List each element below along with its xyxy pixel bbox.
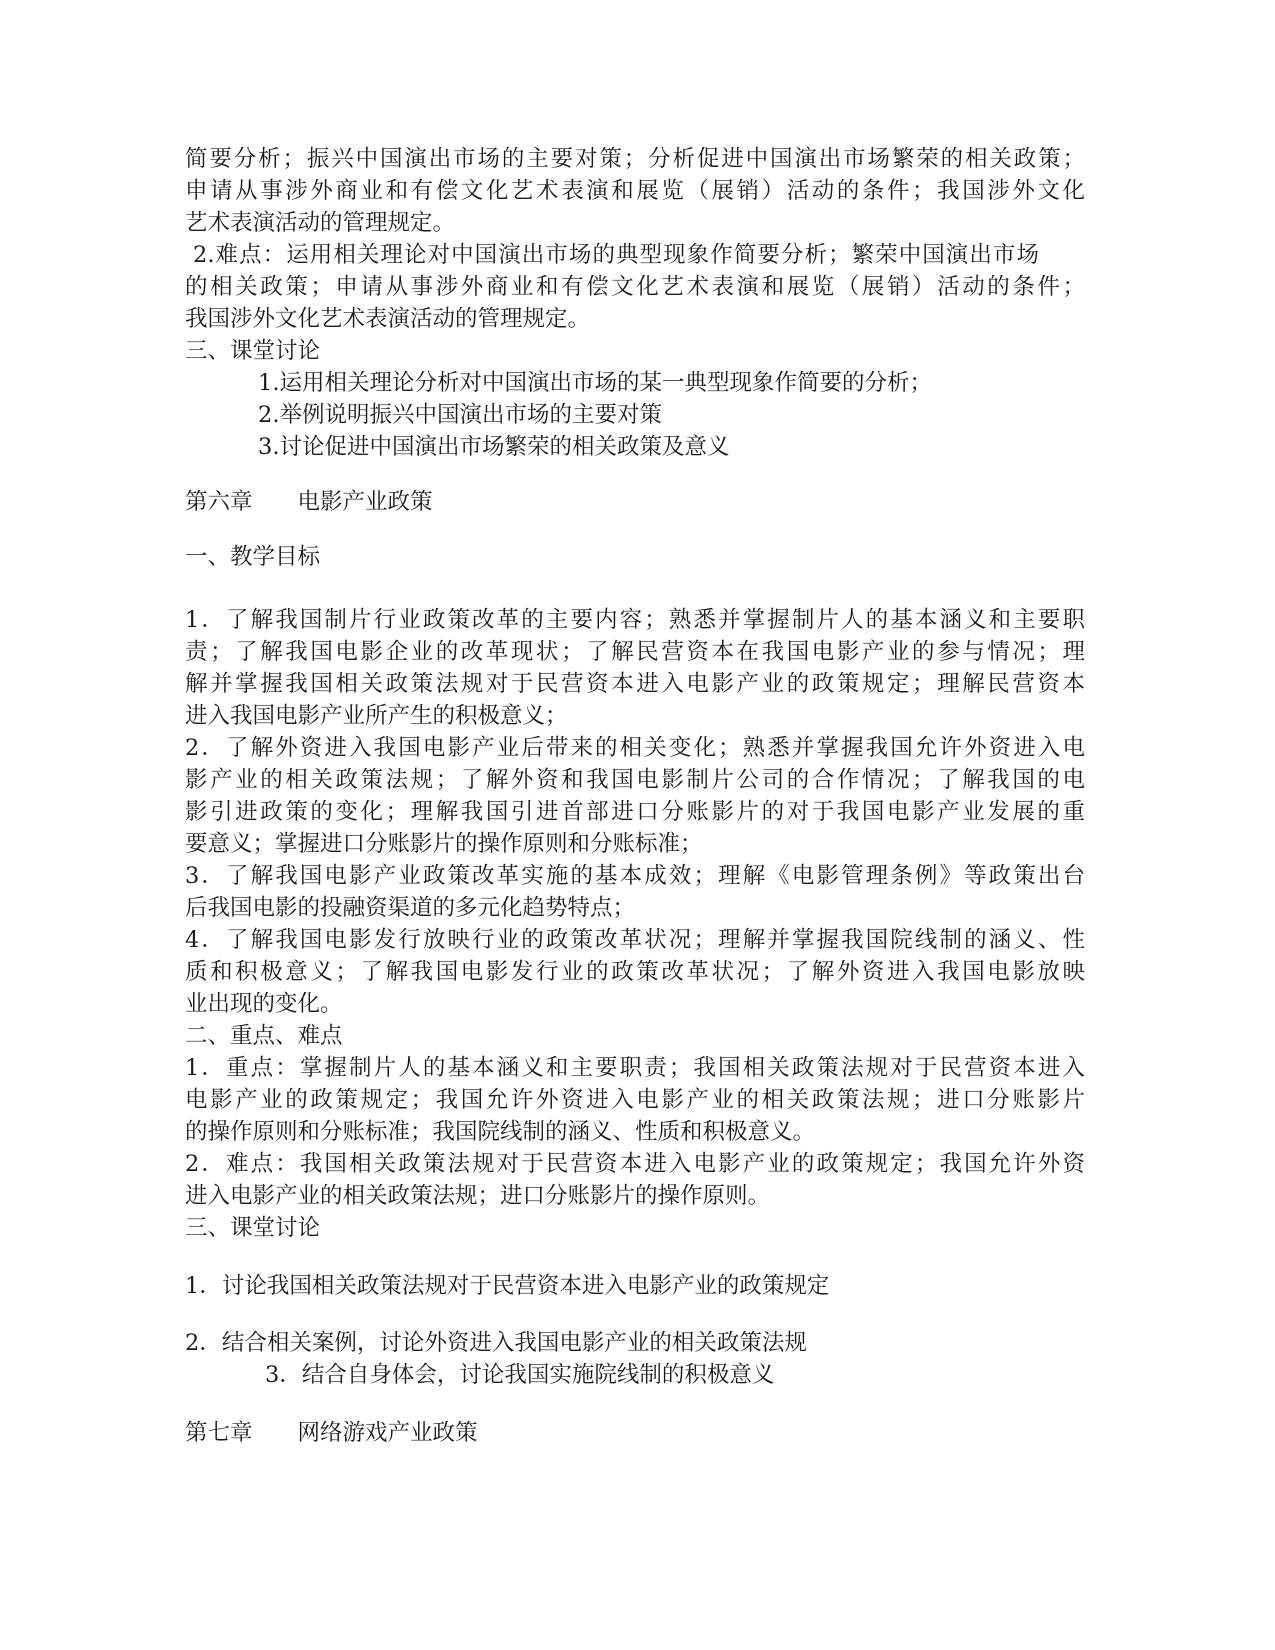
paragraph-line: 质和积极意义；了解我国电影发行业的政策改革状况；了解外资进入我国电影放映 <box>185 959 1085 985</box>
chapter-heading: 第六章 电影产业政策 <box>185 489 433 515</box>
paragraph-line: 4．了解我国电影发行放映行业的政策改革状况；理解并掌握我国院线制的涵义、性 <box>185 927 1085 953</box>
discussion-item: 2．结合相关案例，讨论外资进入我国电影产业的相关政策法规 <box>185 1330 807 1356</box>
paragraph-line: 2．难点：我国相关政策法规对于民营资本进入电影产业的政策规定；我国允许外资 <box>185 1151 1085 1177</box>
paragraph-line: 后我国电影的投融资渠道的多元化趋势特点； <box>185 895 636 921</box>
paragraph-line: 电影产业的政策规定；我国允许外资进入电影产业的相关政策法规；进口分账影片 <box>185 1087 1085 1113</box>
paragraph-line: 申请从事涉外商业和有偿文化艺术表演和展览（展销）活动的条件；我国涉外文化 <box>185 178 1085 204</box>
paragraph-line: 进入电影产业的相关政策法规；进口分账影片的操作原则。 <box>185 1183 771 1209</box>
paragraph-line: 简要分析；振兴中国演出市场的主要对策；分析促进中国演出市场繁荣的相关政策； <box>185 146 1085 172</box>
section-heading: 二、重点、难点 <box>185 1023 343 1049</box>
section-heading: 三、课堂讨论 <box>185 1215 321 1241</box>
paragraph-line: 1．重点：掌握制片人的基本涵义和主要职责；我国相关政策法规对于民营资本进入 <box>185 1055 1085 1081</box>
paragraph-line: 的相关政策；申请从事涉外商业和有偿文化艺术表演和展览（展销）活动的条件； <box>185 274 1085 300</box>
paragraph-line: 进入我国电影产业所产生的积极意义； <box>185 703 568 729</box>
discussion-item: 1.运用相关理论分析对中国演出市场的某一典型现象作简要的分析； <box>258 370 932 396</box>
paragraph-line: 2.难点：运用相关理论对中国演出市场的典型现象作简要分析；繁荣中国演出市场 <box>193 242 1039 268</box>
paragraph-line: 业出现的变化。 <box>185 991 343 1017</box>
section-heading: 一、教学目标 <box>185 544 321 570</box>
chapter-heading: 第七章 网络游戏产业政策 <box>185 1420 478 1446</box>
paragraph-line: 艺术表演活动的管理规定。 <box>185 210 456 236</box>
discussion-item: 3．结合自身体会，讨论我国实施院线制的积极意义 <box>265 1362 775 1388</box>
discussion-item: 2.举例说明振兴中国演出市场的主要对策 <box>258 402 662 428</box>
discussion-item: 1．讨论我国相关政策法规对于民营资本进入电影产业的政策规定 <box>185 1273 830 1299</box>
paragraph-line: 责；了解我国电影企业的改革现状；了解民营资本在我国电影产业的参与情况；理 <box>185 639 1085 665</box>
paragraph-line: 影引进政策的变化；理解我国引进首部进口分账影片的对于我国电影产业发展的重 <box>185 799 1085 825</box>
paragraph-line: 3．了解我国电影产业政策改革实施的基本成效；理解《电影管理条例》等政策出台 <box>185 863 1085 889</box>
paragraph-line: 2．了解外资进入我国电影产业后带来的相关变化；熟悉并掌握我国允许外资进入电 <box>185 735 1085 761</box>
discussion-item: 3.讨论促进中国演出市场繁荣的相关政策及意义 <box>258 434 730 460</box>
paragraph-line: 1．了解我国制片行业政策改革的主要内容；熟悉并掌握制片人的基本涵义和主要职 <box>185 607 1085 633</box>
paragraph-line: 要意义；掌握进口分账影片的操作原则和分账标准； <box>185 831 703 857</box>
paragraph-line: 我国涉外文化艺术表演活动的管理规定。 <box>185 306 591 332</box>
section-heading: 三、课堂讨论 <box>185 338 321 364</box>
paragraph-line: 解并掌握我国相关政策法规对于民营资本进入电影产业的政策规定；理解民营资本 <box>185 671 1085 697</box>
paragraph-line: 影产业的相关政策法规；了解外资和我国电影制片公司的合作情况；了解我国的电 <box>185 767 1085 793</box>
paragraph-line: 的操作原则和分账标准；我国院线制的涵义、性质和积极意义。 <box>185 1119 816 1145</box>
